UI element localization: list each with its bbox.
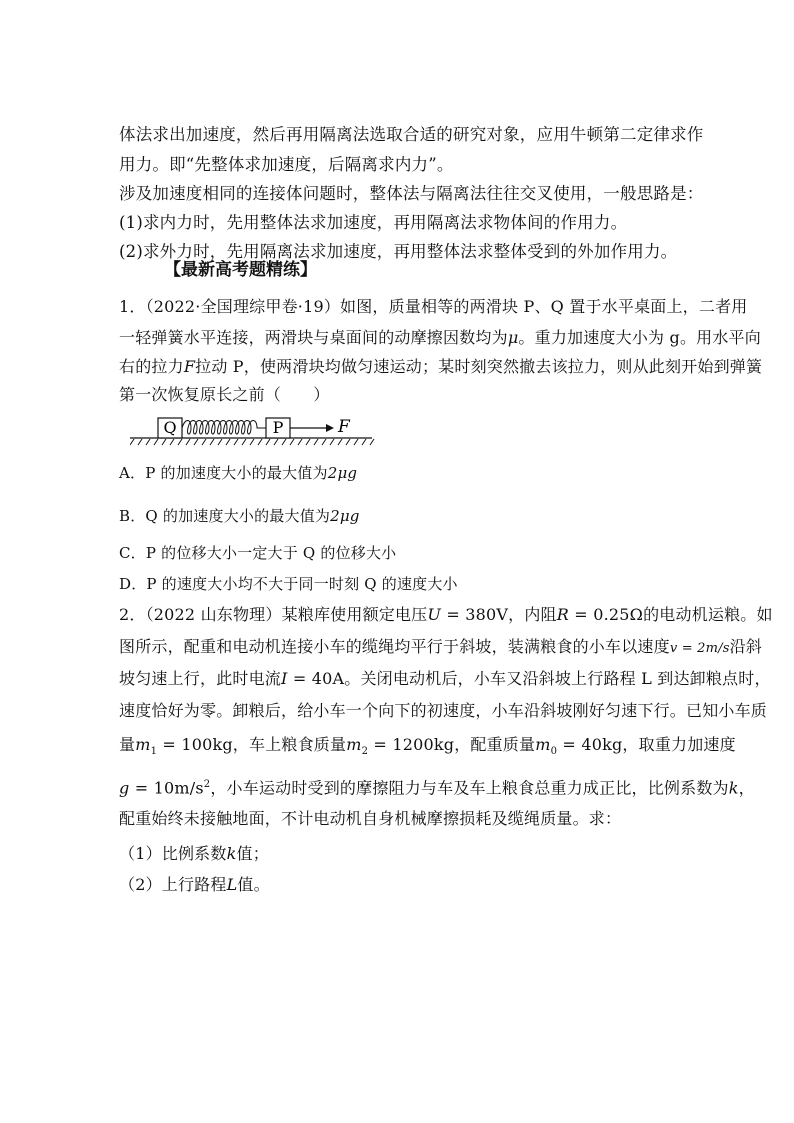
q2-line-3: 坡匀速上行，此时电流I = 40A。关闭电动机后，小车又沿斜坡上行路程 L 到达卸粮点时， — [119, 669, 771, 688]
mu-symbol: μ — [507, 328, 519, 347]
q2-line-4: 速度恰好为零。卸粮后，给小车一个向下的初速度，小车沿斜坡刚好匀速下行。已知小车质 — [119, 701, 768, 720]
q2-subquestion-2: （2）上行路程L值。 — [119, 875, 270, 894]
q1-option-b: B．Q 的加速度大小的最大值为2μg — [119, 507, 360, 525]
intro-line-3: 涉及加速度相同的连接体问题时，整体法与隔离法往往交叉使用，一般思路是： — [119, 184, 704, 203]
q2-line-1: 2．（2022 山东物理）某粮库使用额定电压U = 380V，内阻R = 0.25Ω的电动机运粮。如 — [119, 605, 773, 624]
q2-line-6: $g = 10m/s^2$，小车运动时受到的摩擦阻力与车及车上粮食总重力成正比，比例系数为k， — [119, 778, 755, 798]
spring — [182, 421, 266, 435]
force-arrowhead — [326, 424, 334, 432]
q1-line-1: 1．（2022·全国理综甲卷·19）如图，质量相等的两滑块 P、Q 置于水平桌面上，二者用 — [119, 297, 748, 316]
intro-line-5: (2)求外力时，先用隔离法求加速度，再用整体法求整体受到的外加作用力。 — [119, 242, 678, 261]
block-p-label: P — [272, 418, 284, 437]
q2-line-5: 量$m_1 = 100kg$，车上粮食质量$m_2 = 1200kg$，配重质量$m_0 = 40kg$，取重力加速度 — [119, 735, 736, 758]
intro-line-2: 用力。即“先整体求加速度，后隔离求内力”。 — [119, 155, 454, 174]
q2-line-2: 图所示，配重和电动机连接小车的缆绳均平行于斜坡，装满粮食的小车以速度v = 2m/s沿斜 — [119, 637, 762, 656]
section-title: 【最新高考题精练】 — [164, 260, 317, 280]
block-q-label: Q — [163, 418, 177, 437]
q1-option-c: C．P 的位移大小一定大于 Q 的位移大小 — [119, 544, 397, 562]
q2-subquestion-1: （1）比例系数k值； — [119, 844, 269, 863]
intro-line-4: (1)求内力时，先用整体法求加速度，再用隔离法求物体间的作用力。 — [119, 213, 628, 232]
spring-blocks-figure — [130, 412, 380, 448]
force-label: F — [338, 417, 350, 437]
q1-line-4: 第一次恢复原长之前（ ） — [119, 385, 330, 404]
q1-line-3: 右的拉力F拉动 P，使两滑块均做匀速运动；某时刻突然撤去该拉力，则从此刻开始到弹簧 — [119, 357, 763, 376]
surface-hatching — [130, 439, 374, 445]
intro-line-1: 体法求出加速度，然后再用隔离法选取合适的研究对象，应用牛顿第二定律求作 — [119, 125, 704, 144]
q2-line-7: 配重始终未接触地面，不计电动机自身机械摩擦损耗及缆绳质量。求： — [119, 809, 622, 828]
q1-line-2: 一轻弹簧水平连接，两滑块与桌面间的动摩擦因数均为μ。重力加速度大小为 g。用水平向 — [119, 328, 761, 347]
q1-option-d: D．P 的速度大小均不大于同一时刻 Q 的速度大小 — [119, 575, 458, 593]
q1-option-a: A．P 的加速度大小的最大值为2μg — [119, 464, 358, 482]
